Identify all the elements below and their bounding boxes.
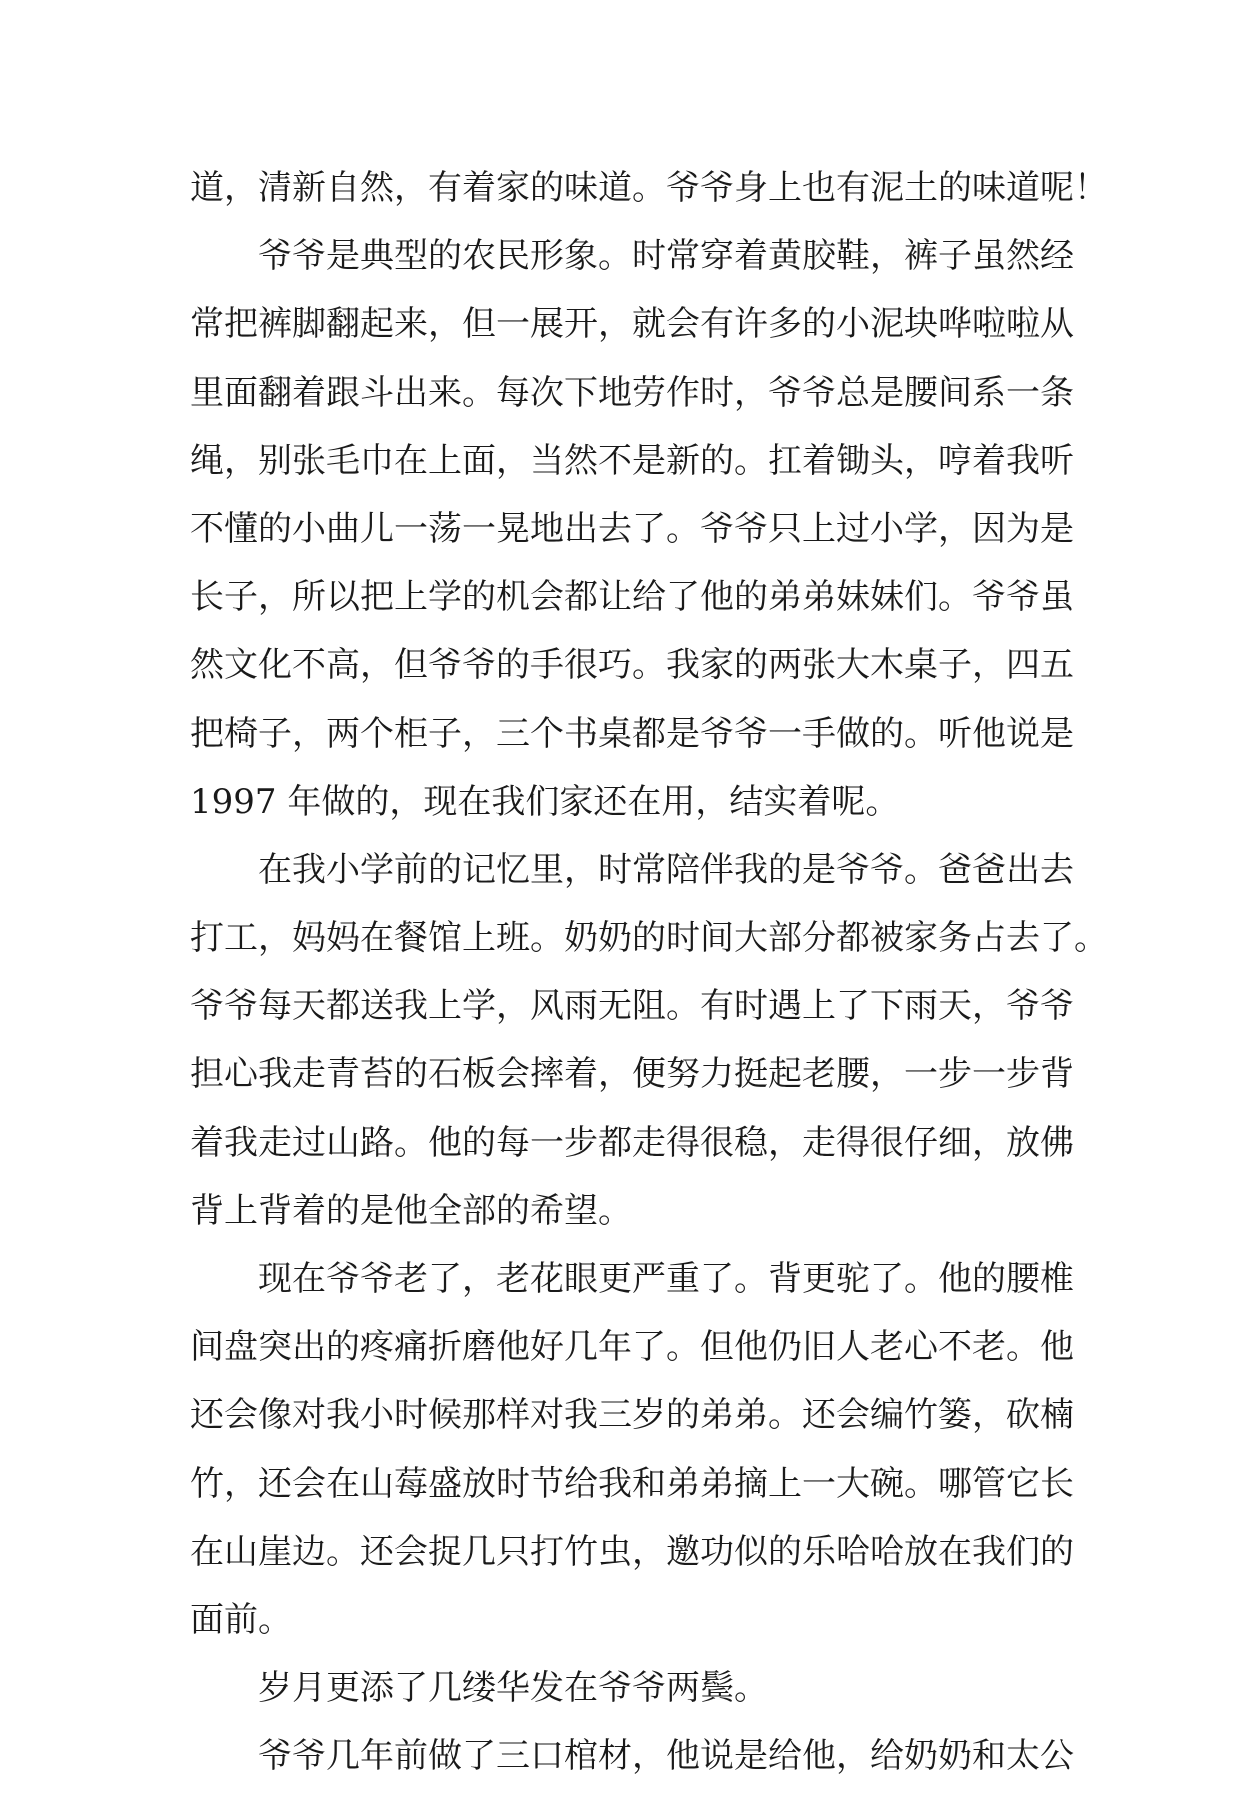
document-body bbox=[190, 160, 1108, 1797]
text-line: 背上背着的是他全部的希望。 bbox=[190, 1190, 632, 1231]
text-line: 岁月更添了几缕华发在爷爷两鬓。 bbox=[258, 1668, 768, 1709]
text-line: 面前。 bbox=[190, 1599, 292, 1640]
text-line: 长子，所以把上学的机会都让给了他的弟弟妹妹们。爷爷虽 bbox=[190, 577, 1074, 618]
text-line: 然文化不高，但爷爷的手很巧。我家的两张大木桌子，四五 bbox=[190, 645, 1074, 686]
text-line: 还会像对我小时候那样对我三岁的弟弟。还会编竹篓，砍楠 bbox=[190, 1395, 1074, 1436]
text-line: 绳，别张毛巾在上面，当然不是新的。扛着锄头，哼着我听 bbox=[190, 440, 1074, 481]
text-line: 现在爷爷老了，老花眼更严重了。背更驼了。他的腰椎 bbox=[258, 1259, 1074, 1299]
text-line: 里面翻着跟斗出来。每次下地劳作时，爷爷总是腰间系一条 bbox=[190, 372, 1074, 413]
text-line: 把椅子，两个柜子，三个书桌都是爷爷一手做的。听他说是 bbox=[190, 713, 1074, 754]
text-line: 竹，还会在山莓盛放时节给我和弟弟摘上一大碗。哪管它长 bbox=[190, 1463, 1074, 1504]
text-line: 间盘突出的疼痛折磨他好几年了。但他仍旧人老心不老。他 bbox=[190, 1327, 1074, 1368]
text-line: 打工，妈妈在餐馆上班。奶奶的时间大部分都被家务占去了。 bbox=[190, 918, 1108, 959]
text-line: 爷爷每天都送我上学，风雨无阻。有时遇上了下雨天，爷爷 bbox=[190, 986, 1074, 1027]
text-line: 爷爷是典型的农民形象。时常穿着黄胶鞋，裤子虽然经 bbox=[258, 236, 1074, 277]
text-line: 着我走过山路。他的每一步都走得很稳，走得很仔细，放佛 bbox=[190, 1122, 1074, 1163]
text-line: 担心我走青苔的石板会摔着，便努力挺起老腰，一步一步背 bbox=[190, 1054, 1074, 1095]
text-line: 不懂的小曲儿一荡一晃地出去了。爷爷只上过小学，因为是 bbox=[190, 508, 1074, 549]
text-line: 1997 年做的，现在我们家还在用，结实着呢。 bbox=[190, 781, 900, 822]
text-line: 常把裤脚翻起来，但一展开，就会有许多的小泥块哗啦啦从 bbox=[190, 304, 1074, 345]
text-line: 在山崖边。还会捉几只打竹虫，邀功似的乐哈哈放在我们的 bbox=[190, 1531, 1074, 1572]
text-line: 爷爷几年前做了三口棺材，他说是给他，给奶奶和太公 bbox=[258, 1736, 1074, 1777]
text-line: 在我小学前的记忆里，时常陪伴我的是爷爷。爸爸出去 bbox=[258, 849, 1074, 890]
text-line: 道，清新自然，有着家的味道。爷爷身上也有泥土的味道呢！ bbox=[190, 168, 1108, 208]
